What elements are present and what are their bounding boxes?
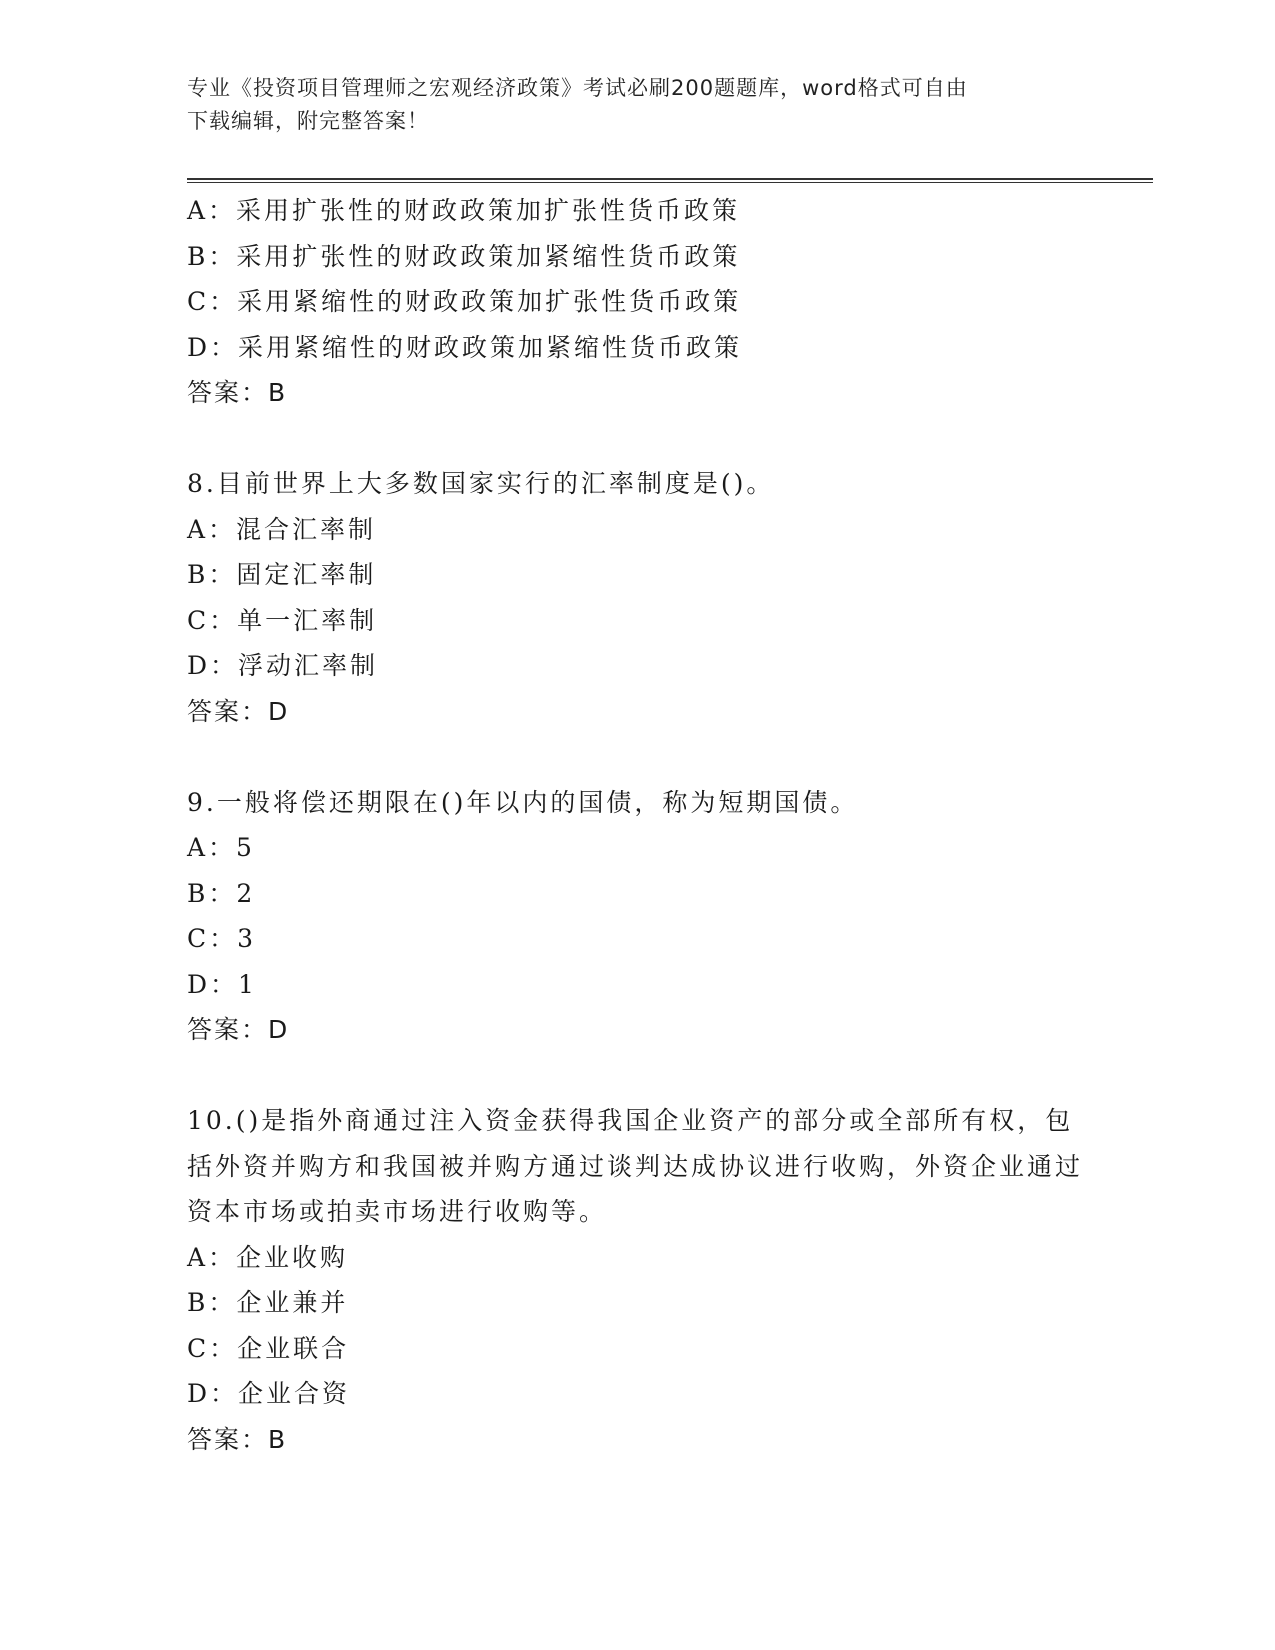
question-stem: 10.()是指外商通过注入资金获得我国企业资产的部分或全部所有权，包括外资并购方和我国被并购方通过谈判达成协议进行收购，外资企业通过资本市场或拍卖市场进行收购等。 [187, 1106, 1084, 1226]
spacer [187, 1053, 1087, 1099]
question-stem: 9.一般将偿还期限在()年以内的国债，称为短期国债。 [187, 787, 859, 817]
option-a: A：混合汇率制 [187, 514, 377, 544]
question-list [187, 188, 1087, 1462]
header-divider-thin [187, 182, 1153, 183]
question-7 [187, 188, 1087, 416]
option-b: B：采用扩张性的财政政策加紧缩性货币政策 [187, 241, 741, 271]
spacer [187, 734, 1087, 780]
header-line-1: 专业《投资项目管理师之宏观经济政策》考试必刷200题题库，word格式可自由 [187, 76, 968, 100]
option-a: A：企业收购 [187, 1242, 349, 1272]
question-9 [187, 780, 1087, 1053]
option-b: B：企业兼并 [187, 1288, 349, 1317]
question-8 [187, 461, 1087, 734]
answer: 答案：D [187, 696, 290, 726]
document-header [187, 72, 1087, 138]
question-stem: 8.目前世界上大多数国家实行的汇率制度是()。 [187, 469, 775, 498]
option-a: A：采用扩张性的财政政策加扩张性货币政策 [187, 196, 741, 225]
question-10 [187, 1098, 1087, 1462]
option-b: B：2 [187, 878, 256, 908]
option-b: B：固定汇率制 [187, 560, 377, 589]
answer: 答案：B [187, 378, 288, 407]
option-d: D：1 [187, 969, 257, 999]
header-line-2: 下载编辑，附完整答案！ [187, 109, 429, 133]
spacer [187, 416, 1087, 462]
option-c: C：单一汇率制 [187, 605, 378, 635]
option-d: D：采用紧缩性的财政政策加紧缩性货币政策 [187, 332, 743, 362]
option-c: C：3 [187, 924, 257, 953]
option-d: D：企业合资 [187, 1379, 351, 1408]
option-c: C：采用紧缩性的财政政策加扩张性货币政策 [187, 287, 742, 316]
option-c: C：企业联合 [187, 1333, 350, 1363]
option-d: D：浮动汇率制 [187, 651, 379, 680]
answer: 答案：B [187, 1424, 288, 1454]
answer: 答案：D [187, 1015, 290, 1044]
option-a: A：5 [187, 833, 255, 862]
header-divider-thick [187, 178, 1153, 180]
